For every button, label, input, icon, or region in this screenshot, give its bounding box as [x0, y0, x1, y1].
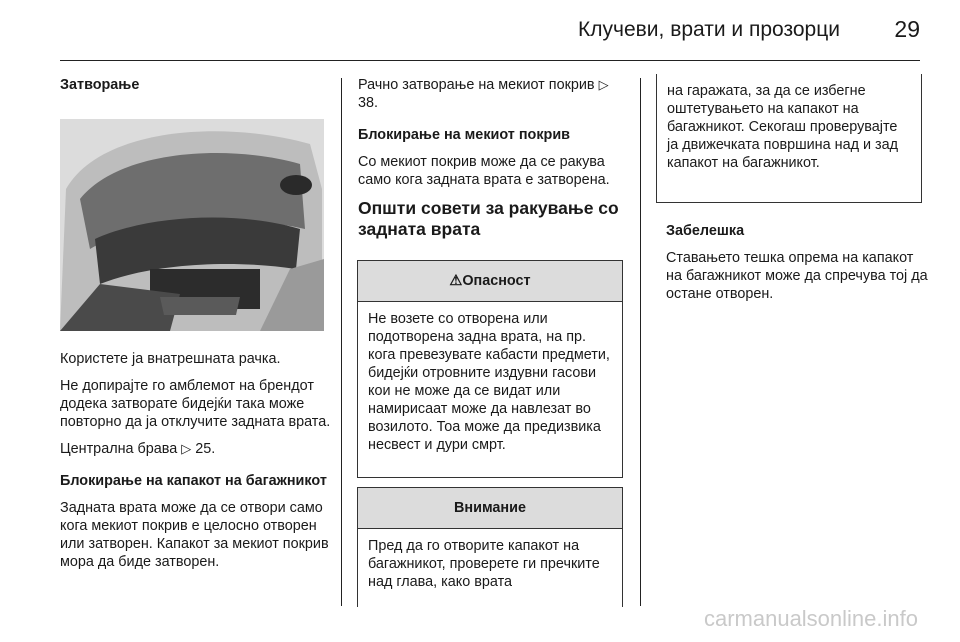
column-divider: [640, 78, 641, 606]
note-text: Ставањето тешка опрема на капакот на багажникот може да спречува тој да остане отворен.: [666, 250, 928, 302]
section-heading: Затворање: [60, 77, 140, 93]
danger-box-header: [358, 261, 622, 302]
page-number: 29: [894, 16, 920, 42]
column-divider: [341, 78, 342, 606]
caution-text-continued: на гаражата, за да се избегне оштетувањето на капакот на багажникот. Секогаш проверувајте ја движечката површина над и зад капакот на багажникот.: [667, 83, 899, 171]
page-ref-icon: ▷: [598, 77, 609, 92]
car-trunk-open-photo: [60, 119, 324, 331]
column-1: [60, 76, 332, 580]
warning-triangle-icon: ⚠: [449, 273, 463, 289]
subheading: Блокирање на мекиот покрив: [358, 127, 571, 143]
danger-box: [357, 260, 623, 478]
paragraph: Рачно затворање на мекиот покрив ▷ 38.: [358, 77, 609, 111]
chapter-title: Клучеви, врати и прозорци: [578, 18, 840, 41]
paragraph: Не допирајте го амблемот на брендот додека затворате бидејќи така може повторно да ја отклучите задната врата.: [60, 378, 331, 430]
page-ref[interactable]: 25.: [195, 441, 216, 457]
paragraph: Со мекиот покрив може да се ракува само кога задната врата е затворена.: [358, 154, 610, 188]
note-heading: Забелешка: [666, 223, 745, 239]
danger-text: Не возете со отворена или подотворена задна врата, на пр. кога превезувате кабасти предмети, бидејќи отровните издувни гасови кои не може да се видат или намирисаат може да навлезат во возилото. Тоа може да предизвика несвест и дури смрт.: [368, 311, 610, 453]
caution-box-continued: [656, 74, 922, 203]
note-section: [666, 222, 928, 312]
paragraph: Централна брава ▷ 25.: [60, 441, 216, 457]
paragraph: Користете ја внатрешната рачка.: [60, 351, 281, 367]
section-heading: Општи совети за ракување со задната врата: [358, 198, 619, 239]
column-2: [358, 76, 624, 249]
caution-text: Пред да го отворите капакот на багажникот, проверете ги пречките над глава, како врата: [368, 538, 600, 590]
page-ref[interactable]: 38.: [358, 95, 379, 111]
danger-title: Опасност: [462, 273, 531, 289]
subheading: Блокирање на капакот на багажникот: [60, 473, 327, 489]
paragraph: Задната врата може да се отвори само кога мекиот покрив е целосно отворен или затворен. Капакот за мекиот покрив мора да биде затворен.: [60, 500, 329, 570]
caution-box: [357, 487, 623, 607]
caution-box-header: Внимание: [358, 488, 622, 529]
page-ref-icon: ▷: [181, 441, 192, 456]
header-divider: [60, 60, 920, 61]
watermark: carmanualsonline.info: [703, 606, 918, 631]
